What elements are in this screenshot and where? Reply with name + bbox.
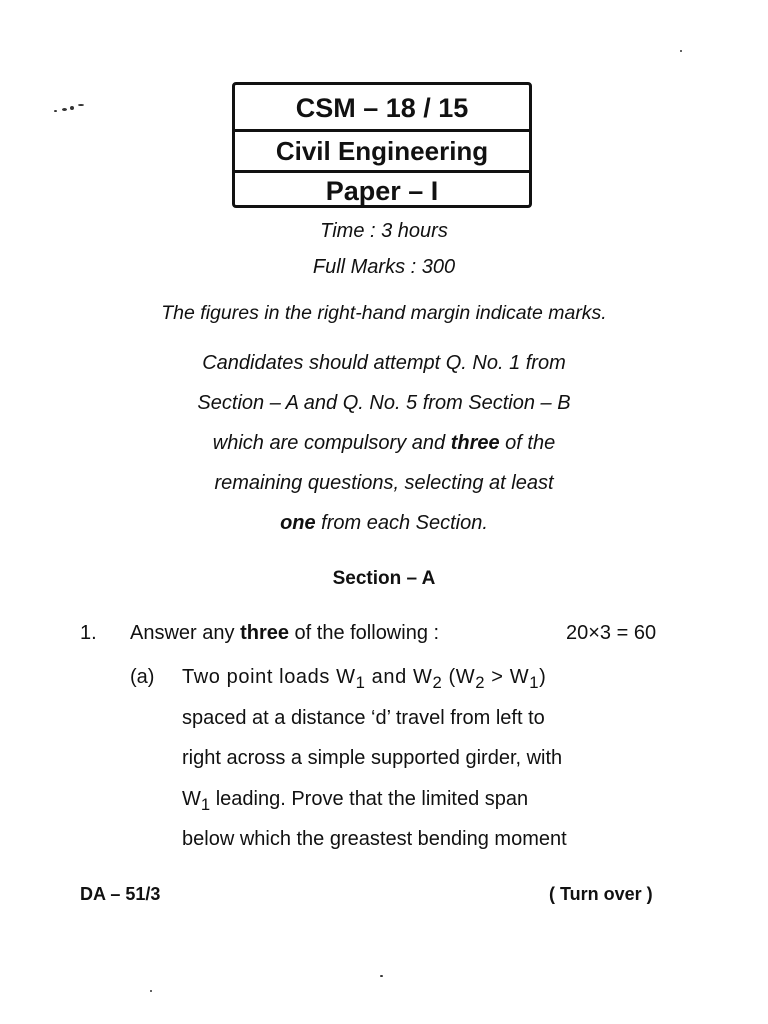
exam-paper: Paper – I <box>235 170 529 209</box>
instruction-line-4: remaining questions, selecting at least <box>214 472 554 494</box>
instruction-line-5: one from each Section. <box>280 512 488 534</box>
subquestion-line-5: below which the greastest bending moment <box>182 828 567 850</box>
scan-speck <box>380 975 383 977</box>
scan-speck <box>70 106 74 110</box>
subquestion-line-2: spaced at a distance ‘d’ travel from left to <box>182 707 545 729</box>
exam-code: CSM – 18 / 15 <box>295 93 469 123</box>
scan-speck <box>62 108 67 111</box>
scan-speck <box>54 110 57 112</box>
instruction-line-2: Section – A and Q. No. 5 from Section – B <box>197 392 571 414</box>
turn-over-note: ( Turn over ) <box>549 884 653 904</box>
question-text: Answer any three of the following : <box>130 622 440 644</box>
subquestion-label: (a) <box>130 666 155 688</box>
instruction-emphasis-three: three <box>450 432 500 454</box>
instruction-line-1: Candidates should attempt Q. No. 1 from <box>202 352 566 374</box>
exam-full-marks: Full Marks : 300 <box>312 256 456 278</box>
scan-speck <box>78 104 84 106</box>
subquestion-line-3: right across a simple supported girder, with <box>182 747 563 769</box>
exam-subject: Civil Engineering <box>235 129 529 170</box>
subquestion-line-1: Two point loads $W_1$ and $W_2$ $(W_2 > W_1)$ <box>182 666 547 692</box>
question-number: 1. <box>80 622 97 644</box>
marks-note: The figures in the right-hand margin indicate marks. <box>161 302 607 324</box>
scan-speck <box>150 990 152 992</box>
instruction-line-3: which are compulsory and three of the <box>212 432 556 454</box>
exam-time: Time : 3 hours <box>320 220 448 242</box>
instruction-emphasis-one: one <box>280 512 316 534</box>
exam-header-box <box>232 82 532 208</box>
scan-speck <box>680 50 682 52</box>
subquestion-line-4: $W_1$ leading. Prove that the limited span <box>182 788 529 814</box>
question-marks: 20×3 = 60 <box>566 622 657 644</box>
section-title: Section – A <box>332 568 436 589</box>
footer-code: DA – 51/3 <box>80 884 161 904</box>
